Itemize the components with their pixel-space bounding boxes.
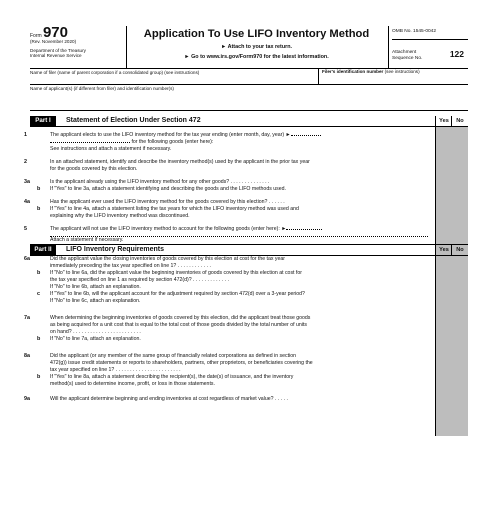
line-2 [24, 153, 468, 173]
line-7a: 7a When determining the beginning inventories of goods covered by this election, did the applicant treat those goods as being acquired for a unit cost that is equal to the total cost of those goods divided by the total number of units on hand? . . . . . . . . . . . . . . . . . . . . . . . . [30, 305, 468, 336]
line-8a-text-1: Did the applicant (or any member of the same group of financially related corporations as defined in section [50, 353, 296, 359]
line-4b [30, 206, 468, 220]
form-id-block [30, 26, 127, 68]
part2-tag: Part II [30, 245, 56, 255]
line-2-text-b: for the goods covered by this election. [50, 166, 138, 172]
line-6c-text-2: If "No" to line 6c, attach an explanation. [50, 298, 141, 304]
line-8b-sub: b [37, 374, 41, 380]
line-9a-text: Will the applicant determine beginning and ending inventories at cost regardless of market value? [50, 396, 274, 402]
form-title: Application To Use LIFO Inventory Method [143, 28, 370, 40]
line-5 [24, 220, 468, 244]
part1-no-header: No [451, 116, 468, 126]
line-8b-text-2: method(s) used to determine income, profit, or loss in those statements. [50, 381, 215, 387]
part2-title: LIFO Inventory Requirements [66, 246, 165, 253]
attach-instruction: ► Attach to your tax return. [220, 44, 293, 50]
line-6c-sub: c [37, 291, 40, 297]
line-9a-num: 9a [24, 396, 30, 402]
part1-title: Statement of Election Under Section 472 [66, 117, 201, 124]
attachment-label: Attachment [392, 50, 417, 55]
line-6b-text-1: If "No" to line 6a, did the applicant value the beginning inventories of goods covered by this election at cost for [50, 270, 302, 276]
line-6a-text-2: immediately preceding the tax year specified on line 1? [50, 263, 177, 269]
line-2-num: 2 [24, 159, 27, 165]
line-8a: 8a Did the applicant (or any member of the same group of financially related corporations as defined in section 472(g)) issue credit statements or reports to shareholders, partners, other proprietors, or beneficiaries covering the tax year specified on line 1? . . . . . . . . . . . . . . . . . . . . . . . [30, 343, 468, 374]
line-8a-num: 8a [24, 353, 30, 359]
sequence-label: Sequence No. [392, 55, 423, 61]
line-7b-sub: b [37, 336, 41, 342]
line-6c-text-1: If "Yes" to line 6b, will the applicant account for the adjustment required by section 472(d) over a 3-year period? [50, 291, 305, 297]
part1-header [30, 116, 468, 127]
line-4a-num: 4a [24, 199, 30, 205]
line-4a: 4a Has the applicant ever used the LIFO inventory method for the goods covered by this election? . . . . . . [24, 199, 285, 205]
part2-body [24, 256, 468, 403]
line-2-text-a: In an attached statement, identify and describe the inventory method(s) used by the applicant in the prior tax year [50, 159, 310, 165]
line-3b [30, 186, 468, 193]
line-6a-text-1: Did the applicant value the closing inventories of goods covered by this election at cost for the tax year [50, 256, 286, 262]
applicant-name-label: Name of applicant(s) (if different from filer) and identification number(s) [30, 86, 174, 91]
part1-body [24, 127, 468, 244]
ein-label: Filer's identification number [322, 69, 384, 74]
line-5-text-b: Attach a statement if necessary. [50, 236, 428, 244]
line-3a: 3a Is the applicant already using the LIFO inventory method for any other goods? . . . . . . . . . . . . . . [24, 179, 270, 185]
line-4b-sub: b [37, 206, 41, 212]
line-6a: 6a Did the applicant value the closing inventories of goods covered by this election at cost for the tax year immediately preceding the tax year specified on line 1? . . . . . . . . . . . . [30, 256, 468, 270]
line-7b [30, 336, 468, 343]
line-3a-num: 3a [24, 179, 30, 185]
line-5-text-a: The applicant will not use the LIFO inventory method to account for the following goods (enter here): ► [50, 226, 287, 232]
line-1-text-a: The applicant elects to use the LIFO inventory method for the tax year ending (enter month, day, year) ► [50, 132, 291, 138]
line-7b-text: If "No" to line 7a, attach an explanation. [50, 336, 141, 342]
line-7a-num: 7a [24, 315, 30, 321]
irs-link[interactable]: ► Go to www.irs.gov/Form970 for the latest information. [184, 54, 329, 60]
line-5-num: 5 [24, 226, 27, 232]
line-8b [30, 374, 468, 388]
filer-name-row[interactable] [30, 69, 468, 85]
omb-number: OMB No. 1545-0042 [392, 26, 468, 40]
line-6a-num: 6a [24, 256, 30, 262]
line-8b-text-1: If "Yes" to line 8a, attach a statement describing the recipient(s), the date(s) of issuance, and the inventory [50, 374, 294, 380]
line-7a-text-3: on hand? [50, 329, 72, 335]
line-6b-sub: b [37, 270, 41, 276]
filer-name-label: Name of filer (name of parent corporation if a consolidated group) (see instructions) [30, 70, 200, 75]
line-6b: b If "No" to line 6a, did the applicant value the beginning inventories of goods covered by this election at cost for the tax year specified on line 1 as required by section 472(d)? . . . . . . . . . . . . . If "No" to line 6b, attach an explanation. [30, 270, 468, 291]
line-7a-text-1: When determining the beginning inventories of goods covered by this election, did the applicant treat those goods [50, 315, 311, 321]
applicant-name-field[interactable] [30, 85, 468, 111]
line-1-goods-field[interactable] [50, 142, 130, 143]
revision-date: (Rev. November 2020) [30, 39, 77, 45]
line-6b-text-2: the tax year specified on line 1 as required by section 472(d)? [50, 277, 192, 283]
line-9a: 9a Will the applicant determine beginning and ending inventories at cost regardless of market value? . . . . . [24, 396, 288, 402]
omb-block [388, 26, 468, 68]
line-1-text-b: for the following goods (enter here): [131, 139, 214, 145]
ein-field[interactable] [318, 69, 420, 84]
line-1-num: 1 [24, 132, 27, 138]
line-1-text-c: See instructions and attach a statement if necessary. [50, 146, 172, 152]
line-4b-text-1: If "Yes" to line 4a, attach a statement listing the tax years for which the LIFO inventory method was used and [50, 206, 299, 212]
line-6c [30, 291, 468, 305]
line-7a-text-2: as being acquired for a unit cost that is equal to the total cost of those goods divided by the total number of units [50, 322, 307, 328]
part1-yes-header: Yes [435, 116, 452, 126]
line-5-goods-field[interactable] [286, 229, 322, 230]
part2-no-header: No [451, 245, 468, 255]
line-3a-text: Is the applicant already using the LIFO inventory method for any other goods? [50, 179, 230, 185]
sequence-number: 122 [449, 49, 464, 59]
dept-label: Department of the Treasury [30, 47, 86, 53]
part1-tag: Part I [30, 116, 56, 126]
line-1-date-field[interactable] [291, 135, 321, 136]
line-6b-text-3: If "No" to line 6b, attach an explanation. [50, 284, 141, 290]
line-8a-text-2: 472(g)) issue credit statements or reports to shareholders, partners, other proprietors, or beneficiaries covering the [50, 360, 313, 366]
irs-label: Internal Revenue Service [30, 52, 82, 58]
line-3b-text: If "Yes" to line 3a, attach a statement identifying and describing the goods and the LIFO methods used. [50, 186, 286, 192]
form-header [30, 26, 468, 69]
part2-header [30, 244, 468, 256]
part2-yes-header: Yes [435, 245, 452, 255]
line-8a-text-3: tax year specified on line 1? [50, 367, 115, 373]
line-4a-text: Has the applicant ever used the LIFO inventory method for the goods covered by this election? [50, 199, 268, 205]
title-block [127, 26, 386, 68]
line-3b-sub: b [37, 186, 41, 192]
form-page [0, 26, 480, 506]
form-word: Form [30, 33, 42, 39]
line-4b-text-2: explaining why the LIFO inventory method was discontinued. [50, 213, 190, 219]
form-number: 970 [42, 24, 68, 41]
ein-note: (see instructions) [384, 69, 420, 74]
line-1 [24, 127, 468, 153]
